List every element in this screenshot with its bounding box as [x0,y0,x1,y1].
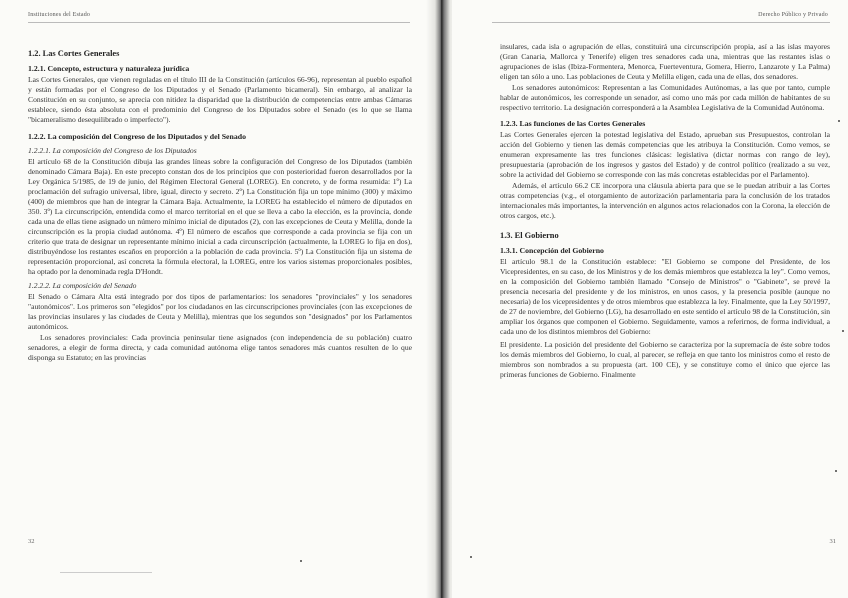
subsection-congreso: 1.2.2.1. La composición del Congreso de los Diputados [28,146,197,155]
scan-speck [838,120,840,122]
paragraph-funciones: Las Cortes Generales ejercen la potestad legislativa del Estado, aprueban sus Presupuestos, controlan la acción del Gobierno y tienen las demás competencias que les atribuya la Constitución. Como vemos, se enumeran expresamente las tres funciones clásicas: legislativa (dictar normas con rango de ley), presupuestaria (aprobación de los ingresos y gastos del Estado) y de control político (realizado a su vez, sobre la actividad del Gobierno se corresponde con las más concretas establecidas por el Parlamento). [500,130,830,179]
right-page [452,0,848,598]
paragraph-autonomicos: Los senadores autonómicos: Representan a las Comunidades Autónomas, a las que por tanto, cumple hablar de autonómicos, les corresponde un senador, así como uno más por cada millón de habitantes de su respectivo territorio. La designación corresponderá a la Asamblea Legislativa de la Comunidad Autónoma. [500,83,830,112]
left-page-number: 32 [28,538,35,545]
scan-speck [842,330,844,332]
subsection-funciones: 1.2.3. Las funciones de las Cortes Generales [500,119,646,128]
subsection-senado: 1.2.2.2. La composición del Senado [28,281,137,290]
paragraph-congreso: El artículo 68 de la Constitución dibuja las grandes líneas sobre la configuración del Congreso de los Diputados (también denominado Cámara Baja). En este precepto constan dos de los principios que con posterioridad fueron desarrollados por la Ley Orgánica 5/1985, de 19 de junio, del Régimen Electoral General (LOREG). En concreto, y de forma resumida: 1º) La proclamación del sufragio universal, libre, igual, directo y secreto. 2º) La Constitución fija un tope mínimo (300) y máximo (400) de miembros que han de integrar la Cámara Baja. Actualmente, la LOREG ha establecido el número de diputados en 350. 3º) La circunscripción, entendida como el marco territorial en el que se lleva a cabo la elección, es la provincia, donde cada una de ellas tiene asignado un número mínimo inicial de diputados (2), con las excepciones de Ceuta y Melilla, donde la circunscripción es la propia ciudad autónoma. 4º) El número de escaños que corresponde a cada provincia se fija con un criterio que trata de designar un representante mínimo inicial a cada circunscripción (actualmente, la LOREG lo fija en dos), distribuyéndose los restantes escaños en proporción a la población de cada provincia. 5º) La Constitución fija un sistema de representación proporcional, así concreta la fórmula electoral, la LOREG, entre los varios sistemas proporcionales posibles, ha optado por la denominada regla D'Hondt. [28,157,412,276]
section-title-cortes: 1.2. Las Cortes Generales [28,49,120,58]
left-body [28,49,412,364]
paragraph-articulo-66: Además, el artículo 66.2 CE incorpora una cláusula abierta para que se le puedan atribuir a las Cortes otras competencias (v.g., el otorgamiento de autorización parlamentaria para la conclusión de los tratados internacionales más importantes, la intervención en algunos actos relacionados con la Corona, la elección de otros cargos, etc.). [500,181,830,220]
left-running-head: Instituciones del Estado [28,12,91,18]
subsection-concepcion-gobierno: 1.3.1. Concepción del Gobierno [500,246,604,255]
left-foot-mark [60,572,152,573]
scan-speck [835,470,837,472]
paragraph-concepto: Las Cortes Generales, que vienen reguladas en el título III de la Constitución (artículos 66-96), representan al pueblo español y están formadas por el Congreso de los Diputados y el Senado (Parlamento bicameral). Sin embargo, al analizar la Constitución en su conjunto, se aprecia con nitidez la disparidad que la distribución de competencias entre ambas Cámaras establece, siendo ésta absoluta con el predominio del Congreso de los Diputados sobre el Senado (es lo que se llama "bicameralismo desequilibrado o imperfecto"). [28,75,412,124]
subsection-composicion: 1.2.2. La composición del Congreso de los Diputados y del Senado [28,132,246,141]
paragraph-insulares: insulares, cada isla o agrupación de ellas, constituirá una circunscripción propia, así a las islas mayores (Gran Canaria, Mallorca y Tenerife) eligen tres senadores cada una, mientras que las restantes islas o agrupaciones de islas (Ibiza-Formentera, Menorca, Fuerteventura, Gomera, Hierro, Lanzarote y La Palma) eligen tan sólo a uno. Las poblaciones de Ceuta y Melilla eligen, cada una de ellas, dos senadores. [500,42,830,81]
scan-speck [470,556,472,558]
paragraph-gobierno: El artículo 98.1 de la Constitución establece: "El Gobierno se compone del Presidente, de los Vicepresidentes, en su caso, de los Ministros y de los demás miembros que establezca la ley". Como vemos, en la composición del Gobierno también llamado "Consejo de Ministros" o "Gabinete", se prevé la presencia necesaria del presidente y de los ministros, en unos casos, y la presencia posible (aunque no necesaria) de los vicepresidentes y de otros miembros que establezca la ley. Finalmente, que la Ley 50/1997, de 27 de noviembre, del Gobierno (LG), ha desarrollado en este sentido el artículo 98 de la Constitución, sin ampliar los órganos que componen el Gobierno. Seguidamente, vamos a referirnos, de forma individual, a cada uno de los distintos miembros del Gobierno: [500,257,830,336]
section-title-gobierno: 1.3. El Gobierno [500,231,559,240]
right-body [500,42,830,381]
paragraph-senado-1: El Senado o Cámara Alta está integrado por dos tipos de parlamentarios: los senadores "provinciales" y los senadores "autonómicos". Los primeros son "elegidos" por los ciudadanos en las circunscripciones provinciales (con las excepciones de las provincias insulares y las ciudades de Ceuta y Melilla), mientras que los segundos son "designados" por los Parlamentos autonómicos. [28,292,412,331]
left-head-rule [28,22,410,23]
scan-speck [300,560,302,562]
right-head-rule [492,22,830,23]
right-page-number: 31 [829,538,836,545]
paragraph-senado-2: Los senadores provinciales: Cada provincia peninsular tiene asignados (con independencia de su población) cuatro senadores, a elegir de forma directa, y cada comunidad autónoma elige tantos senadores más cuantos resulten de lo que disponga su Estatuto; en las provincias [28,333,412,362]
paragraph-presidente: El presidente. La posición del presidente del Gobierno se caracteriza por la supremacía de éste sobre todos los demás miembros del Gobierno, lo cual, al parecer, se refleja en que tanto los ministros como el resto de miembros son nombrados a su propuesta (art. 100 CE), y se constituye como el único que ejerce las primeras funciones de Gobierno. Finalmente [500,340,830,379]
right-running-head: Derecho Público y Privado [758,12,828,18]
subsection-concepto: 1.2.1. Concepto, estructura y naturaleza jurídica [28,64,190,73]
